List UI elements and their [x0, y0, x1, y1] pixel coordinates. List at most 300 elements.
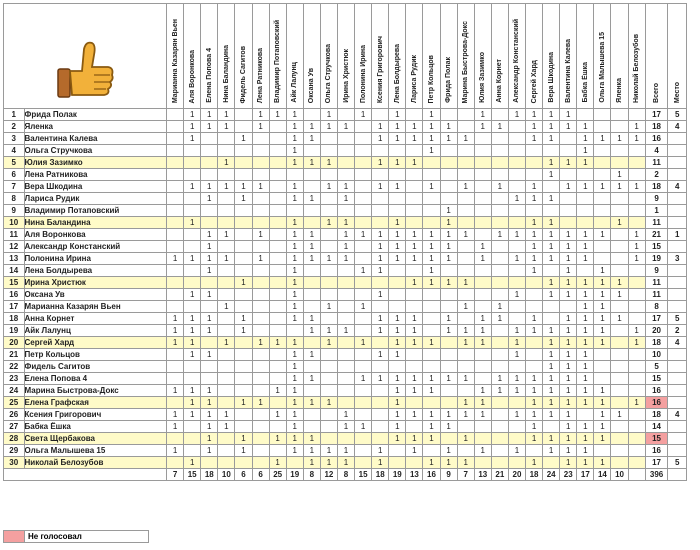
vote-cell: 1: [491, 313, 508, 325]
participant-name: Полонина Ирина: [24, 253, 167, 265]
row-total: 17: [645, 313, 668, 325]
vote-cell: 1: [543, 121, 560, 133]
vote-cell: 1: [355, 229, 372, 241]
vote-cell: [508, 301, 525, 313]
vote-cell: 1: [320, 253, 337, 265]
vote-cell: [252, 145, 269, 157]
vote-cell: [628, 313, 645, 325]
vote-cell: 1: [543, 277, 560, 289]
vote-cell: 1: [577, 337, 594, 349]
vote-cell: 1: [167, 385, 184, 397]
vote-cell: [269, 301, 286, 313]
vote-cell: 1: [201, 433, 218, 445]
vote-cell: [491, 169, 508, 181]
vote-cell: 1: [201, 193, 218, 205]
vote-cell: [337, 397, 354, 409]
participant-name: Владимир Потаповский: [24, 205, 167, 217]
vote-cell: [457, 421, 474, 433]
column-total: 10: [218, 469, 235, 481]
vote-cell: [355, 133, 372, 145]
table-row: [4, 229, 687, 241]
vote-cell: 1: [167, 409, 184, 421]
table-row: [4, 157, 687, 169]
vote-cell: [355, 457, 372, 469]
vote-cell: 1: [286, 277, 303, 289]
column-total: 7: [167, 469, 184, 481]
vote-cell: [252, 289, 269, 301]
table-row: [4, 313, 687, 325]
vote-cell: [474, 229, 491, 241]
participant-name: Петр Кольцов: [24, 349, 167, 361]
vote-cell: [628, 265, 645, 277]
vote-cell: [611, 349, 628, 361]
vote-cell: 1: [406, 241, 423, 253]
vote-cell: [372, 337, 389, 349]
row-total: 11: [645, 277, 668, 289]
vote-cell: 1: [167, 253, 184, 265]
vote-cell: [560, 301, 577, 313]
voter-name: Аля Воронкова: [188, 49, 196, 103]
vote-cell: 1: [201, 109, 218, 121]
vote-cell: 1: [543, 169, 560, 181]
vote-cell: 1: [218, 337, 235, 349]
row-number: 6: [4, 169, 25, 181]
vote-cell: 1: [389, 325, 406, 337]
vote-cell: [320, 289, 337, 301]
vote-cell: 1: [543, 253, 560, 265]
voter-name: Бабка Ёшка: [581, 62, 589, 103]
vote-cell: 1: [320, 301, 337, 313]
vote-cell: 1: [543, 373, 560, 385]
vote-cell: [389, 457, 406, 469]
vote-cell: [218, 133, 235, 145]
vote-cell: [252, 169, 269, 181]
vote-cell: [474, 277, 491, 289]
row-place: [668, 145, 687, 157]
vote-cell: 1: [474, 241, 491, 253]
vote-cell: [337, 145, 354, 157]
vote-cell: [355, 169, 372, 181]
vote-cell: [594, 361, 611, 373]
vote-cell: [303, 169, 320, 181]
vote-cell: [201, 217, 218, 229]
vote-cell: 1: [526, 265, 543, 277]
vote-cell: 1: [303, 253, 320, 265]
vote-cell: 1: [543, 445, 560, 457]
vote-cell: 1: [372, 313, 389, 325]
vote-cell: 1: [594, 397, 611, 409]
vote-cell: 1: [560, 349, 577, 361]
vote-cell: 1: [201, 241, 218, 253]
vote-cell: [508, 265, 525, 277]
voter-header: [355, 4, 372, 109]
vote-cell: 1: [457, 373, 474, 385]
table-row: [4, 457, 687, 469]
vote-cell: 1: [286, 181, 303, 193]
row-place: [668, 433, 687, 445]
vote-cell: [201, 145, 218, 157]
vote-cell: [628, 157, 645, 169]
vote-cell: [491, 433, 508, 445]
voter-header: [611, 4, 628, 109]
vote-cell: 1: [423, 277, 440, 289]
vote-cell: 1: [372, 373, 389, 385]
row-total: 9: [645, 265, 668, 277]
voter-header: [167, 4, 184, 109]
row-place: 2: [668, 325, 687, 337]
vote-cell: 1: [594, 385, 611, 397]
row-place: [668, 241, 687, 253]
vote-cell: [423, 217, 440, 229]
vote-cell: [491, 217, 508, 229]
vote-cell: 1: [457, 301, 474, 313]
vote-cell: [611, 265, 628, 277]
vote-cell: [389, 277, 406, 289]
vote-cell: 1: [560, 121, 577, 133]
vote-cell: [423, 349, 440, 361]
vote-cell: [235, 109, 252, 121]
vote-cell: [389, 205, 406, 217]
vote-cell: [167, 433, 184, 445]
vote-cell: [628, 457, 645, 469]
vote-cell: [201, 169, 218, 181]
vote-cell: 1: [320, 325, 337, 337]
vote-cell: [252, 193, 269, 205]
vote-cell: [560, 169, 577, 181]
vote-cell: 1: [491, 373, 508, 385]
vote-cell: [320, 349, 337, 361]
vote-cell: 1: [577, 445, 594, 457]
row-number: 17: [4, 301, 25, 313]
vote-cell: 1: [611, 181, 628, 193]
vote-cell: [218, 361, 235, 373]
row-place: [668, 397, 687, 409]
vote-cell: [269, 181, 286, 193]
vote-cell: 1: [201, 229, 218, 241]
vote-cell: [337, 337, 354, 349]
vote-cell: 1: [543, 109, 560, 121]
row-number: 25: [4, 397, 25, 409]
vote-cell: 1: [286, 193, 303, 205]
vote-cell: [491, 109, 508, 121]
participant-name: Бабка Ёшка: [24, 421, 167, 433]
row-place: [668, 193, 687, 205]
vote-cell: [235, 157, 252, 169]
vote-cell: 1: [457, 133, 474, 145]
vote-cell: [337, 133, 354, 145]
vote-cell: [337, 385, 354, 397]
vote-cell: [526, 445, 543, 457]
participant-name: Айк Лалунц: [24, 325, 167, 337]
vote-cell: 1: [474, 337, 491, 349]
vote-cell: [440, 109, 457, 121]
vote-cell: 1: [218, 409, 235, 421]
row-place: [668, 421, 687, 433]
vote-cell: 1: [389, 217, 406, 229]
vote-cell: [355, 289, 372, 301]
vote-cell: 1: [440, 121, 457, 133]
vote-cell: 1: [423, 109, 440, 121]
participant-name: Александр Констанский: [24, 241, 167, 253]
vote-cell: [508, 313, 525, 325]
vote-cell: [406, 289, 423, 301]
column-total: 18: [201, 469, 218, 481]
vote-cell: [167, 121, 184, 133]
row-number: 18: [4, 313, 25, 325]
vote-cell: 1: [355, 421, 372, 433]
vote-cell: [474, 217, 491, 229]
vote-cell: [474, 205, 491, 217]
voter-name: Елена Попова 4: [205, 48, 213, 103]
vote-cell: 1: [252, 337, 269, 349]
voter-name: Яленка: [616, 78, 624, 103]
vote-cell: 1: [474, 409, 491, 421]
vote-cell: [355, 157, 372, 169]
vote-cell: 1: [526, 133, 543, 145]
participant-name: Яленка: [24, 121, 167, 133]
participant-name: Ольга Стручкова: [24, 145, 167, 157]
vote-cell: [235, 229, 252, 241]
vote-cell: 1: [440, 313, 457, 325]
vote-cell: 1: [440, 373, 457, 385]
row-total: 16: [645, 385, 668, 397]
row-total: 16: [645, 133, 668, 145]
vote-cell: [184, 361, 201, 373]
vote-cell: 1: [406, 409, 423, 421]
vote-cell: 1: [201, 385, 218, 397]
vote-cell: [372, 217, 389, 229]
vote-cell: 1: [286, 397, 303, 409]
vote-cell: [526, 169, 543, 181]
vote-cell: 1: [526, 421, 543, 433]
vote-cell: [628, 385, 645, 397]
participant-name: Лена Ратникова: [24, 169, 167, 181]
vote-cell: 1: [508, 325, 525, 337]
vote-cell: [235, 421, 252, 433]
vote-cell: [252, 349, 269, 361]
vote-cell: [526, 349, 543, 361]
vote-cell: 1: [372, 325, 389, 337]
vote-cell: [320, 205, 337, 217]
vote-cell: [594, 193, 611, 205]
vote-cell: [218, 457, 235, 469]
vote-cell: 1: [184, 289, 201, 301]
vote-cell: [218, 397, 235, 409]
vote-cell: [389, 265, 406, 277]
vote-cell: [543, 457, 560, 469]
vote-cell: [491, 325, 508, 337]
vote-cell: [508, 145, 525, 157]
table-row: [4, 169, 687, 181]
vote-cell: 1: [611, 217, 628, 229]
vote-cell: [526, 277, 543, 289]
voter-header: [303, 4, 320, 109]
vote-cell: [440, 145, 457, 157]
vote-cell: 1: [560, 325, 577, 337]
row-number: 23: [4, 373, 25, 385]
vote-cell: 1: [218, 229, 235, 241]
row-number: 13: [4, 253, 25, 265]
thumbs-up-cell: [4, 4, 167, 109]
vote-cell: [406, 181, 423, 193]
vote-cell: 1: [235, 193, 252, 205]
vote-cell: [167, 241, 184, 253]
vote-cell: [457, 217, 474, 229]
vote-cell: [235, 205, 252, 217]
vote-cell: 1: [167, 445, 184, 457]
voter-header: [184, 4, 201, 109]
vote-cell: 1: [218, 157, 235, 169]
vote-cell: [628, 373, 645, 385]
vote-cell: 1: [320, 109, 337, 121]
participant-name: Фрида Полак: [24, 109, 167, 121]
row-number: 28: [4, 433, 25, 445]
vote-cell: [201, 133, 218, 145]
vote-cell: 1: [508, 445, 525, 457]
vote-cell: 1: [337, 445, 354, 457]
vote-cell: 1: [303, 325, 320, 337]
row-place: [668, 361, 687, 373]
vote-cell: [543, 145, 560, 157]
vote-cell: [491, 277, 508, 289]
vote-cell: 1: [406, 433, 423, 445]
vote-cell: 1: [184, 121, 201, 133]
vote-cell: [611, 445, 628, 457]
vote-cell: [474, 361, 491, 373]
vote-cell: [594, 121, 611, 133]
vote-cell: 1: [423, 121, 440, 133]
vote-cell: [577, 217, 594, 229]
vote-cell: 1: [577, 397, 594, 409]
vote-cell: 1: [508, 193, 525, 205]
vote-cell: 1: [577, 361, 594, 373]
vote-cell: [355, 253, 372, 265]
vote-cell: 1: [286, 385, 303, 397]
vote-cell: [423, 205, 440, 217]
vote-cell: 1: [355, 301, 372, 313]
vote-cell: [440, 397, 457, 409]
table-row: [4, 373, 687, 385]
vote-cell: [252, 385, 269, 397]
vote-cell: 1: [594, 301, 611, 313]
vote-cell: [440, 265, 457, 277]
vote-cell: 1: [440, 325, 457, 337]
vote-cell: 1: [184, 253, 201, 265]
vote-cell: [320, 373, 337, 385]
vote-cell: [303, 289, 320, 301]
row-place: [668, 157, 687, 169]
vote-cell: [491, 205, 508, 217]
vote-cell: [303, 265, 320, 277]
vote-cell: [423, 289, 440, 301]
vote-cell: 1: [628, 337, 645, 349]
vote-cell: [269, 397, 286, 409]
vote-cell: 1: [491, 385, 508, 397]
vote-cell: [440, 361, 457, 373]
column-total: 17: [577, 469, 594, 481]
vote-cell: 1: [235, 181, 252, 193]
vote-cell: [508, 217, 525, 229]
voter-header: [440, 4, 457, 109]
vote-cell: 1: [611, 313, 628, 325]
vote-cell: [560, 145, 577, 157]
vote-cell: 1: [491, 229, 508, 241]
column-total: 7: [457, 469, 474, 481]
vote-cell: [184, 157, 201, 169]
vote-cell: 1: [269, 409, 286, 421]
vote-cell: [235, 349, 252, 361]
table-row: [4, 433, 687, 445]
vote-cell: 1: [389, 229, 406, 241]
vote-cell: 1: [201, 397, 218, 409]
vote-cell: [252, 157, 269, 169]
vote-cell: [320, 409, 337, 421]
row-total: 15: [645, 433, 668, 445]
vote-cell: [184, 265, 201, 277]
vote-cell: [372, 361, 389, 373]
row-place: [668, 133, 687, 145]
vote-cell: [406, 193, 423, 205]
vote-cell: 1: [560, 421, 577, 433]
vote-cell: [167, 169, 184, 181]
vote-cell: 1: [560, 373, 577, 385]
vote-cell: 1: [337, 409, 354, 421]
vote-cell: 1: [201, 445, 218, 457]
vote-cell: [491, 409, 508, 421]
column-total: 18: [526, 469, 543, 481]
vote-cell: [440, 193, 457, 205]
voter-name: Фидель Сагитов: [239, 45, 247, 103]
vote-cell: 1: [286, 121, 303, 133]
voter-name: Николай Белозубов: [633, 33, 641, 103]
voter-name: Ирина Христюк: [342, 49, 350, 103]
vote-cell: 1: [320, 181, 337, 193]
vote-cell: [594, 157, 611, 169]
voter-header: [508, 4, 525, 109]
voter-name: Оксана Ув: [308, 67, 316, 103]
vote-cell: 1: [389, 409, 406, 421]
legend-swatch: [3, 530, 25, 543]
vote-cell: [235, 169, 252, 181]
vote-cell: [235, 241, 252, 253]
vote-cell: [355, 121, 372, 133]
vote-cell: 1: [594, 325, 611, 337]
vote-cell: 1: [560, 457, 577, 469]
vote-cell: [628, 445, 645, 457]
vote-cell: [423, 445, 440, 457]
row-number: 12: [4, 241, 25, 253]
vote-cell: 1: [526, 241, 543, 253]
vote-cell: [508, 121, 525, 133]
vote-cell: 1: [303, 229, 320, 241]
vote-cell: [389, 145, 406, 157]
vote-cell: 1: [577, 157, 594, 169]
row-number: 5: [4, 157, 25, 169]
vote-cell: [406, 217, 423, 229]
vote-cell: 1: [628, 397, 645, 409]
vote-cell: [252, 241, 269, 253]
vote-cell: [235, 409, 252, 421]
vote-cell: 1: [577, 241, 594, 253]
vote-cell: [320, 433, 337, 445]
vote-cell: 1: [286, 253, 303, 265]
voter-name: Айк Лалунц: [291, 62, 299, 103]
vote-cell: [269, 145, 286, 157]
vote-cell: [235, 121, 252, 133]
vote-cell: 1: [201, 121, 218, 133]
vote-cell: [611, 253, 628, 265]
vote-cell: 1: [389, 253, 406, 265]
